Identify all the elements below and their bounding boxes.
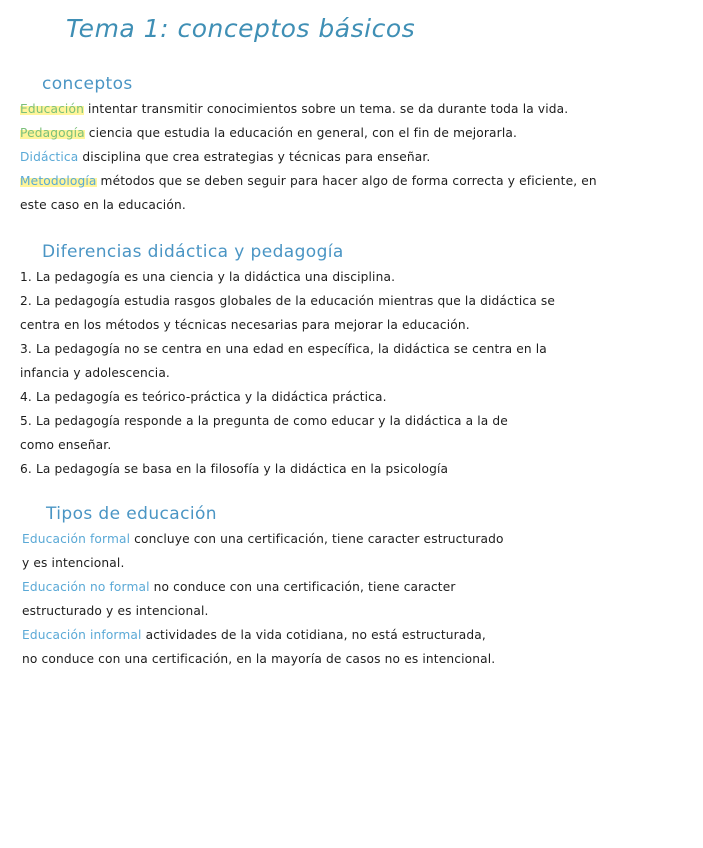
type-text: estructurado y es intencional. [22,604,209,618]
concept-term: Didáctica [20,150,79,164]
type-text: actividades de la vida cotidiana, no está estructurada, [141,628,486,642]
type-text: concluye con una certificación, tiene caracter estructurado [130,532,504,546]
concept-term: Pedagogía [20,126,85,140]
concept-line [20,198,186,212]
difference-line: 1. La pedagogía es una ciencia y la didáctica una disciplina. [20,270,396,284]
section-heading-diferencias: Diferencias didáctica y pedagogía [42,242,344,262]
type-line [22,604,209,618]
difference-line: 6. La pedagogía se basa en la filosofía y la didáctica en la psicología [20,462,449,476]
concept-line [20,126,517,140]
concept-text: intentar transmitir conocimientos sobre un tema. se da durante toda la vida. [83,102,569,116]
concept-line [20,150,430,164]
section-heading-conceptos: conceptos [42,74,133,94]
difference-line: como enseñar. [20,438,112,452]
concept-text: ciencia que estudia la educación en general, con el fin de mejorarla. [84,126,518,140]
section-heading-tipos: Tipos de educación [46,504,217,524]
difference-line: infancia y adolescencia. [20,366,170,380]
type-term: Educación informal [22,628,142,642]
difference-line: 2. La pedagogía estudia rasgos globales de la educación mientras que la didáctica se [20,294,555,308]
concept-line [20,102,568,116]
type-line [22,556,124,570]
concept-line [20,174,597,188]
type-line [22,580,456,594]
concept-term: Educación [20,102,84,116]
concept-term: Metodología [20,174,97,188]
type-line [22,652,495,666]
difference-line: 3. La pedagogía no se centra en una edad en específica, la didáctica se centra en la [20,342,547,356]
type-line [22,532,504,546]
type-text: no conduce con una certificación, en la mayoría de casos no es intencional. [22,652,496,666]
type-term: Educación no formal [22,580,150,594]
difference-line: 4. La pedagogía es teórico-práctica y la didáctica práctica. [20,390,387,404]
type-text: no conduce con una certificación, tiene caracter [149,580,456,594]
type-line [22,628,486,642]
concept-text: métodos que se deben seguir para hacer algo de forma correcta y eficiente, en [96,174,597,188]
concept-text: disciplina que crea estrategias y técnicas para enseñar. [78,150,431,164]
difference-line: centra en los métodos y técnicas necesarias para mejorar la educación. [20,318,470,332]
type-text: y es intencional. [22,556,125,570]
concept-text: este caso en la educación. [20,198,186,212]
difference-line: 5. La pedagogía responde a la pregunta de como educar y la didáctica a la de [20,414,508,428]
type-term: Educación formal [22,532,131,546]
page-title: Tema 1: conceptos básicos [66,14,416,43]
